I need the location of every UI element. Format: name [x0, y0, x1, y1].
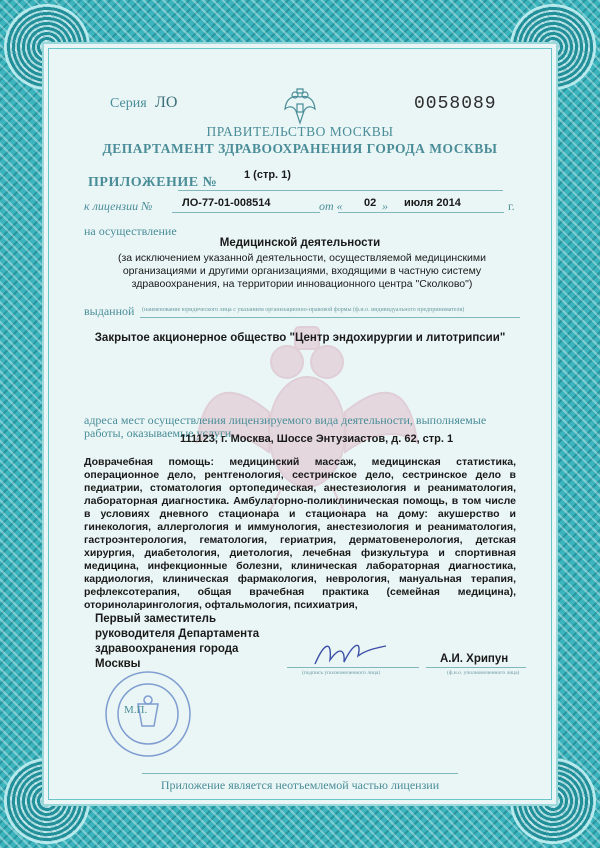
activity-note: (за исключением указанной деятельности, осуществляемой медицинскими организациями и другими организациями, входящими в частную систему здравоохранения, на территории инновационного центра "Сколково") — [118, 252, 486, 290]
address-value: 111123, г. Москва, Шоссе Энтузиастов, д. 62, стр. 1 — [180, 433, 454, 445]
activity-title: Медицинской деятельности — [219, 237, 381, 249]
appendix-value: 1 (стр. 1) — [244, 169, 291, 181]
license-month-year: июля 2014 — [404, 197, 461, 209]
signer-name: А.И. Хрипун — [440, 653, 509, 665]
footer-note: Приложение является неотъемлемой частью лицензии — [160, 778, 440, 792]
appendix-label: ПРИЛОЖЕНИЕ № — [88, 175, 218, 190]
activity-label: на осуществление — [84, 224, 177, 238]
organization-name: Закрытое акционерное общество "Центр эндохирургии и литотрипсии" — [94, 332, 506, 344]
date-from-label: от « — [319, 199, 343, 213]
government-heading: ПРАВИТЕЛЬСТВО МОСКВЫ — [206, 124, 394, 139]
series-label: Серия — [110, 96, 147, 111]
name-note: (ф.и.о. уполномоченного лица) — [447, 670, 520, 676]
signature-note: (подпись уполномоченного лица) — [302, 670, 381, 676]
license-day: 02 — [364, 197, 377, 209]
date-quote-close: » — [382, 199, 388, 213]
license-underline — [172, 212, 320, 213]
issued-label: выданной — [84, 304, 135, 318]
form-number: 0058089 — [414, 94, 497, 114]
license-label: к лицензии № — [84, 199, 153, 213]
signer-position: Первый заместитель руководителя Департамента здравоохранения города Москвы — [95, 613, 260, 670]
stamp-label: М.П. — [124, 704, 148, 716]
services-list: Доврачебная помощь: медицинский массаж, медицинская статистика, операционное дело, рентгенология, сестринское дело, сестринское дело в педиатрии, стоматология ортопедическая, анестезиология и реаниматология, лабораторная диагностика. Амбулаторно-поликлиническая помощь, в том числе в условиях дневного стационара и стационара на дому: акушерство и гинекология, аллергология и иммунология, анестезиология и реаниматология, гастроэнтерология, гематология, гериатрия, дерматовенерология, детская хирургия, диабетология, диетология, лечебная физкультура и спортивная медицина, инфекционные болезни, клиническая лабораторная диагностика, кардиология, клиническая фармакология, неврология, мануальная терапия, рефлексотерапия, общая врачебная практика (семейная медицина), оториноларингология, офтальмология, психиатрия, — [84, 456, 516, 611]
issued-underline — [140, 317, 520, 318]
date-underline — [338, 212, 504, 213]
department-heading: ДЕПАРТАМЕНТ ЗДРАВООХРАНЕНИЯ ГОРОДА МОСКВЫ — [102, 141, 498, 156]
license-number: ЛО-77-01-008514 — [182, 197, 271, 209]
series-value: ЛО — [155, 94, 178, 111]
coat-of-arms-icon — [282, 87, 318, 127]
address-label: адреса мест осуществления лицензируемого вида деятельности, выполняемые работы, оказываемые услуги — [84, 413, 487, 440]
footer-rule — [142, 773, 458, 774]
appendix-underline — [178, 190, 503, 191]
name-underline — [426, 667, 526, 668]
round-stamp-icon — [100, 664, 220, 760]
year-suffix: г. — [508, 199, 515, 213]
issued-note: (наименование юридического лица с указанием организационно-правовой формы (ф.и.о. индивидуального предпринимателя) — [142, 307, 465, 313]
signature-underline — [287, 667, 419, 668]
document-body — [42, 42, 558, 806]
